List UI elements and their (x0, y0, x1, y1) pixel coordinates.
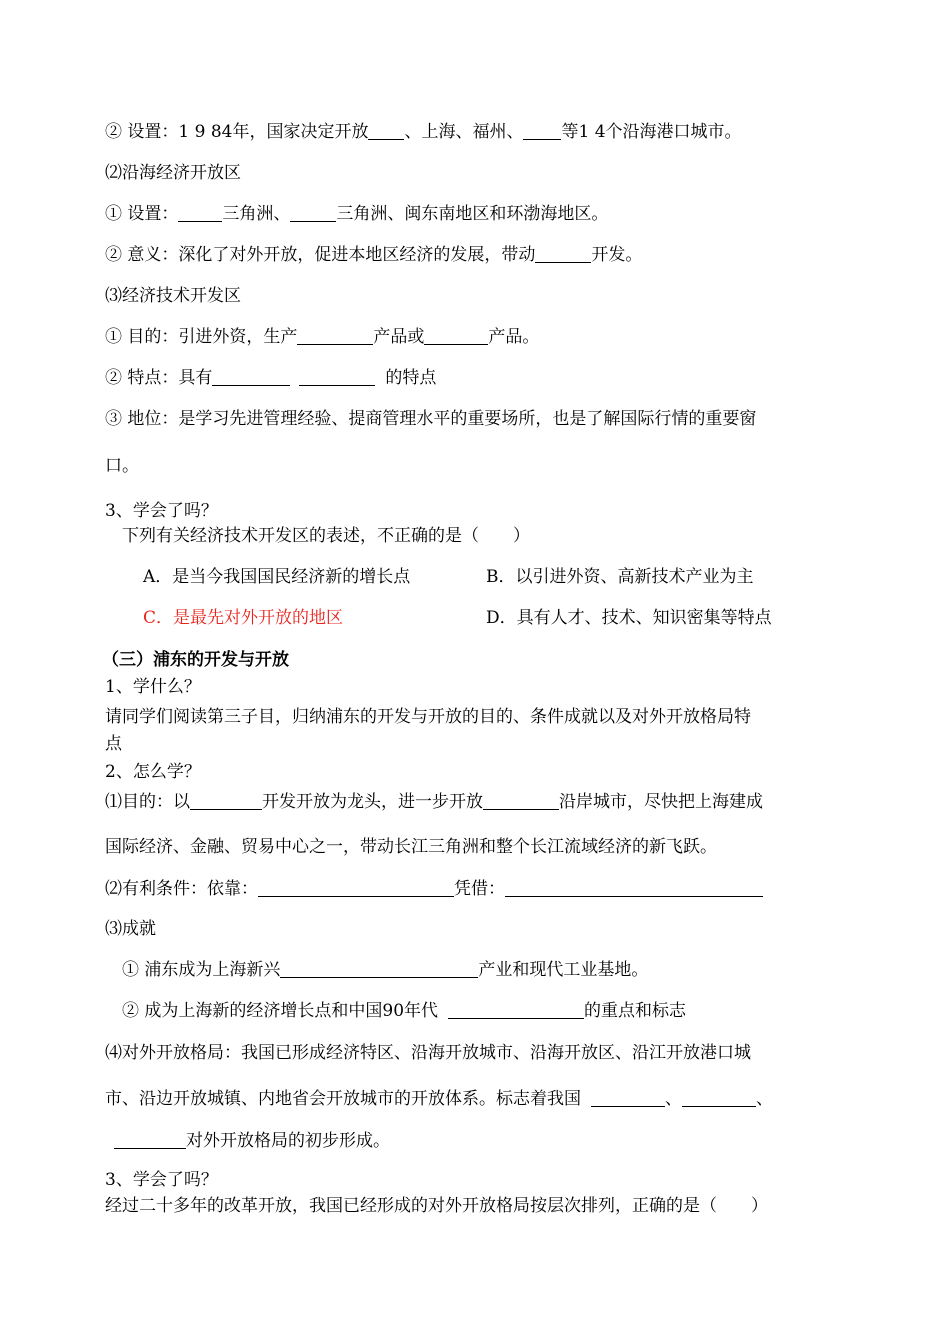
how-heading: 2、怎么学？ (105, 762, 201, 782)
blank[interactable] (535, 245, 591, 263)
achievement-1: ① 浦东成为上海新兴 产业和现代工业基地。 (122, 960, 649, 980)
feature-line: ② 特点：具有 的特点 (105, 368, 437, 388)
quiz-heading-2: 3、学会了吗？ (105, 1170, 218, 1190)
quiz-question-2: 经过二十多年的改革开放，我国已经形成的对外开放格局按层次排列，正确的是（ ） (105, 1196, 768, 1216)
coastal-zone-setup-line: ① 设置： 三角洲、 三角洲、闽东南地区和环渤海地区。 (105, 204, 609, 224)
option-b[interactable]: B．以引进外资、高新技术产业为主 (486, 567, 754, 587)
blank[interactable] (591, 1089, 665, 1107)
blank[interactable] (424, 327, 488, 345)
pudong-purpose-line: ⑴目的：以 开发开放为龙头，进一步开放 沿岸城市，尽快把上海建成 (105, 792, 763, 812)
section-title: （三）浦东的开发与开放 (102, 650, 289, 670)
opening-pattern-line-2: 市、沿边开放城镇、内地省会开放城市的开放体系。标志着我国 、 、 (105, 1089, 773, 1109)
heading-development-zone: ⑶经济技术开发区 (105, 286, 241, 306)
blank[interactable] (290, 204, 336, 222)
quiz-question: 下列有关经济技术开发区的表述，不正确的是（ ） (122, 526, 530, 546)
blank[interactable] (368, 122, 404, 140)
blank[interactable] (682, 1089, 756, 1107)
blank[interactable] (299, 368, 375, 386)
instructions-line: 请同学们阅读第三子目，归纳浦东的开发与开放的目的、条件成就以及对外开放格局特 (105, 707, 751, 727)
blank[interactable] (190, 792, 262, 810)
achievements-heading: ⑶成就 (105, 919, 156, 939)
opening-pattern-line: ⑷对外开放格局：我国已形成经济特区、沿海开放城市、沿海开放区、沿江开放港口城 (105, 1043, 751, 1063)
blank[interactable] (114, 1131, 186, 1149)
option-a[interactable]: A．是当今我国国民经济新的增长点 (143, 567, 411, 587)
setup-line: ② 设置：1 9 84年，国家决定开放 、上海、福州、 等1 4个沿海港口城市。 (105, 122, 742, 142)
purpose-line: ① 目的：引进外资，生产 产品或 产品。 (105, 327, 540, 347)
heading-coastal-open-zone: ⑵沿海经济开放区 (105, 163, 241, 183)
blank[interactable] (483, 792, 559, 810)
blank[interactable] (297, 327, 373, 345)
blank[interactable] (448, 1001, 584, 1019)
blank[interactable] (523, 122, 561, 140)
pudong-purpose-line-cont: 国际经济、金融、贸易中心之一，带动长江三角洲和整个长江流域经济的新飞跃。 (105, 837, 717, 857)
status-line-cont: 口。 (105, 456, 139, 476)
opening-pattern-line-3: 对外开放格局的初步形成。 (114, 1130, 390, 1152)
blank[interactable] (178, 204, 222, 222)
significance-line: ② 意义：深化了对外开放，促进本地区经济的发展，带动 开发。 (105, 245, 643, 265)
learn-what-heading: 1、学什么？ (105, 677, 201, 697)
blank[interactable] (258, 879, 454, 897)
blank[interactable] (280, 960, 478, 978)
blank[interactable] (505, 879, 763, 897)
achievement-2: ② 成为上海新的经济增长点和中国90年代 的重点和标志 (122, 1001, 687, 1021)
instructions-line-cont: 点 (105, 734, 122, 754)
blank[interactable] (212, 368, 290, 386)
status-line: ③ 地位：是学习先进管理经验、提商管理水平的重要场所，也是了解国际行情的重要窗 (105, 409, 757, 429)
option-d[interactable]: D．具有人才、技术、知识密集等特点 (486, 608, 772, 628)
option-c-answer[interactable]: C．是最先对外开放的地区 (143, 608, 344, 628)
conditions-line: ⑵有利条件：依靠： 凭借： (105, 878, 763, 900)
quiz-heading: 3、学会了吗？ (105, 501, 218, 521)
